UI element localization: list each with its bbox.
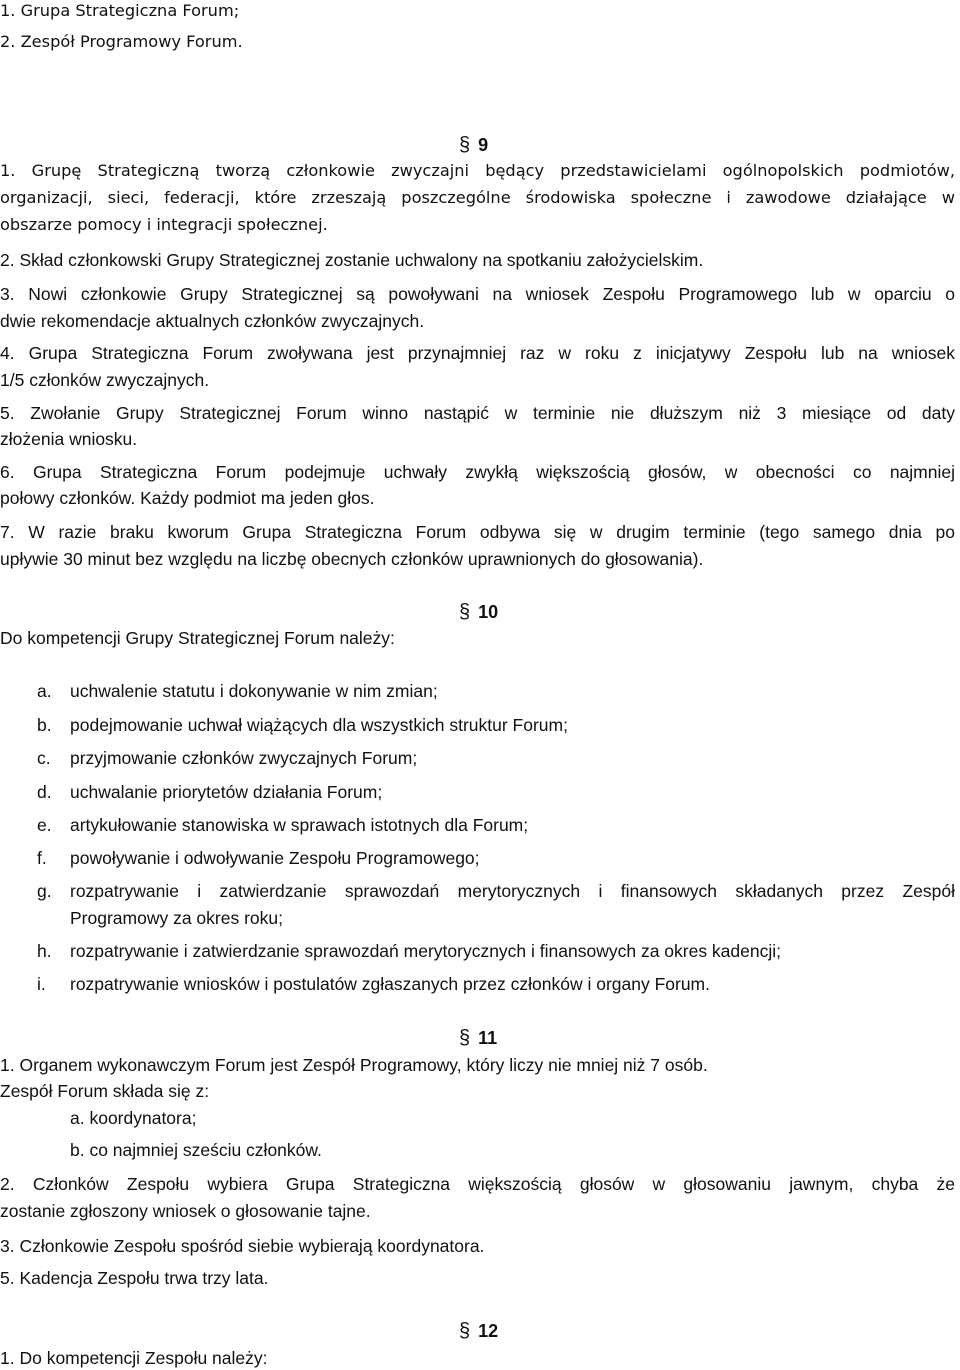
s11-sub-a: a. koordynatora; [70,1108,197,1128]
list-item-letter: e. [37,815,52,835]
section-sign: § [459,1320,471,1342]
list-item-text: uchwalanie priorytetów działania Forum; [70,782,383,802]
list-item-text: rozpatrywanie i zatwierdzanie sprawozdań merytorycznych i finansowych za okres kadencji; [70,941,782,961]
section-sign: § [459,601,471,623]
list-item-letter: a. [37,681,52,701]
list-item-letter: i. [37,974,46,994]
list-item [37,680,955,702]
s9-p1-line2: organizacji, sieci, federacji, które zrzeszają poszczególne środowiska społeczne i zawodowe działające w [0,188,955,207]
s9-p1-line3: obszarze pomocy i integracji społecznej. [0,215,328,234]
list-item-letter: d. [37,782,52,802]
s10-lead: Do kompetencji Grupy Strategicznej Forum należy: [0,628,395,648]
section-sign: § [459,134,471,156]
s11-p5: 5. Kadencja Zespołu trwa trzy lata. [0,1268,269,1288]
list-item-letter: h. [37,941,52,961]
s9-p2: 2. Skład członkowski Grupy Strategicznej zostanie uchwalony na spotkaniu założycielskim. [0,250,704,270]
s9-p1-line1: 1. Grupę Strategiczną tworzą członkowie zwyczajni będący przedstawicielami ogólnopolskich podmiotów, [0,161,955,180]
list-item-letter: c. [37,748,51,768]
section-sign: § [459,1027,471,1049]
section-number: 9 [478,135,489,155]
s11-p2-line2: zostanie zgłoszony wniosek o głosowanie tajne. [0,1201,371,1221]
s11-p1: 1. Organem wykonawczym Forum jest Zespół Programowy, który liczy nie mniej niż 7 osób. [0,1055,708,1075]
s11-p2-line1: 2. Członków Zespołu wybiera Grupa Strategiczna większością głosów w głosowaniu jawnym, chyba że [0,1174,955,1194]
s9-p3-line1: 3. Nowi członkowie Grupy Strategicznej są powoływani na wniosek Zespołu Programowego lub w oparciu o [0,284,955,304]
s9-p5-line2: złożenia wniosku. [0,429,138,449]
s9-p7-line2: upływie 30 minut bez względu na liczbę obecnych członków uprawnionych do głosowania). [0,549,704,569]
list-item [37,880,955,929]
list-item [37,714,955,736]
list-item-text: artykułowanie stanowiska w sprawach istotnych dla Forum; [70,815,529,835]
list-item [37,973,955,995]
list-item-text: powoływanie i odwoływanie Zespołu Programowego; [70,848,480,868]
section-9-heading [459,134,488,157]
s11-sub-b: b. co najmniej sześciu członków. [70,1140,322,1160]
list-item-text: rozpatrywanie wniosków i postulatów zgłaszanych przez członków i organy Forum. [70,974,710,994]
intro-item-2: 2. Zespół Programowy Forum. [0,32,243,51]
list-item-letter: f. [37,848,47,868]
s9-p5-line1: 5. Zwołanie Grupy Strategicznej Forum winno nastąpić w terminie nie dłuższym niż 3 miesiące od daty [0,403,955,423]
section-10-heading [459,601,498,624]
section-12-heading [459,1320,498,1343]
list-item [37,747,955,769]
list-item-text: podejmowanie uchwał wiążących dla wszystkich struktur Forum; [70,715,568,735]
list-item-text-continued: Programowy za okres roku; [70,908,283,928]
list-item-text: przyjmowanie członków zwyczajnych Forum; [70,748,418,768]
list-item [37,781,955,803]
list-item-text: rozpatrywanie i zatwierdzanie sprawozdań merytorycznych i finansowych składanych przez Zespół [70,881,955,901]
s9-p4-line1: 4. Grupa Strategiczna Forum zwoływana jest przynajmniej raz w roku z inicjatywy Zespołu lub na wniosek [0,343,955,363]
s9-p6-line1: 6. Grupa Strategiczna Forum podejmuje uchwały zwykłą większością głosów, w obecności co najmniej [0,462,955,482]
s9-p3-line2: dwie rekomendacje aktualnych członków zwyczajnych. [0,311,425,331]
section-number: 11 [478,1028,498,1048]
s9-p6-line2: połowy członków. Każdy podmiot ma jeden głos. [0,488,375,508]
list-item-letter: b. [37,715,52,735]
section-11-heading [459,1027,497,1050]
list-item-letter: g. [37,881,52,901]
intro-item-1: 1. Grupa Strategiczna Forum; [0,1,240,20]
s11-p3: 3. Członkowie Zespołu spośród siebie wybierają koordynatora. [0,1236,485,1256]
list-item [37,814,955,836]
section-number: 12 [478,1321,499,1341]
list-item [37,847,955,869]
section-number: 10 [478,602,499,622]
s9-p4-line2: 1/5 członków zwyczajnych. [0,370,210,390]
s9-p7-line1: 7. W razie braku kworum Grupa Strategiczna Forum odbywa się w drugim terminie (tego samego dnia po [0,522,955,542]
s12-p1: 1. Do kompetencji Zespołu należy: [0,1348,268,1368]
s11-p1-line2: Zespół Forum składa się z: [0,1081,210,1101]
list-item-text: uchwalenie statutu i dokonywanie w nim zmian; [70,681,438,701]
list-item [37,940,955,962]
